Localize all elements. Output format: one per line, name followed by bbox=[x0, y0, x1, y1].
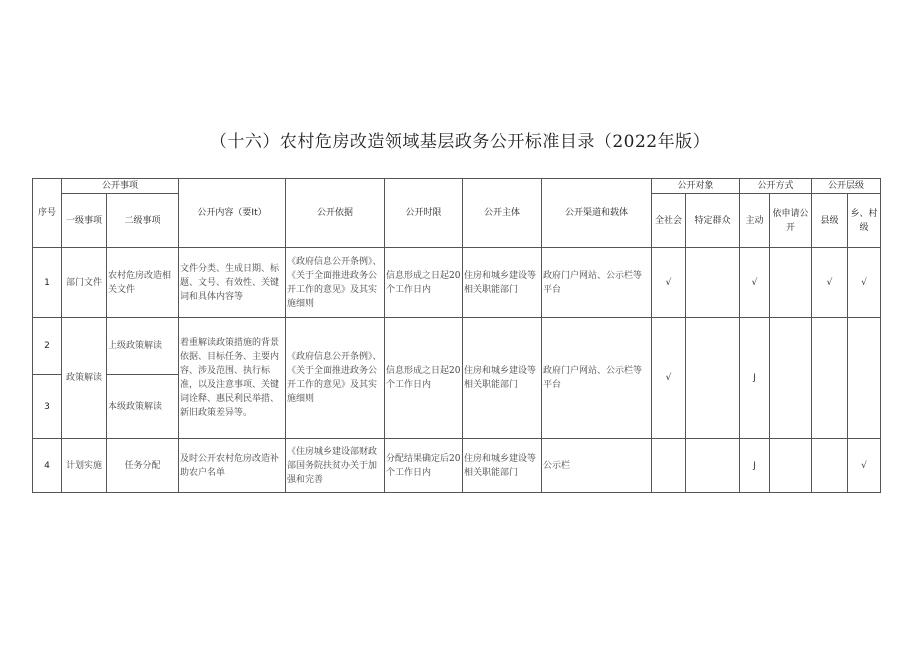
cell-seq: 1 bbox=[33, 248, 62, 318]
cell-level-county: √ bbox=[812, 248, 848, 318]
header-basis: 公开依据 bbox=[286, 179, 385, 248]
cell-level1-merged: 政策解读 bbox=[62, 318, 107, 439]
header-level-township: 乡、村级 bbox=[848, 194, 881, 248]
cell-level-township bbox=[848, 318, 881, 439]
cell-subject: 住房和城乡建设等相关职能部门 bbox=[463, 248, 542, 318]
header-content: 公开内容（要It） bbox=[179, 179, 286, 248]
header-channel: 公开渠道和载体 bbox=[542, 179, 652, 248]
cell-content: 文件分类、生成日期、标题、文号、有效性、关键词和具体内容等 bbox=[179, 248, 286, 318]
cell-level1: 部门文件 bbox=[62, 248, 107, 318]
cell-level-township: √ bbox=[848, 248, 881, 318]
cell-target-all: √ bbox=[652, 248, 686, 318]
cell-basis: 《住房城乡建设部财政部国务院扶贫办关于加强和完善 bbox=[286, 439, 385, 493]
cell-level1: 计划实施 bbox=[62, 439, 107, 493]
cell-method-request bbox=[770, 439, 812, 493]
cell-target-all: √ bbox=[652, 318, 686, 439]
cell-seq: 3 bbox=[33, 375, 62, 439]
header-level2: 二级事项 bbox=[107, 194, 179, 248]
cell-channel: 公示栏 bbox=[542, 439, 652, 493]
cell-channel: 政府门户网站、公示栏等平台 bbox=[542, 248, 652, 318]
header-target-all: 全社会 bbox=[652, 194, 686, 248]
cell-content: 及时公开农村危房改造补助农户名单 bbox=[179, 439, 286, 493]
cell-level2: 本级政策解读 bbox=[107, 375, 179, 439]
header-method-request: 依申请公开 bbox=[770, 194, 812, 248]
cell-seq: 2 bbox=[33, 318, 62, 375]
header-level1: 一级事项 bbox=[62, 194, 107, 248]
cell-time: 信息形成之日起20个工作日内 bbox=[385, 248, 463, 318]
cell-content: 着重解读政策措施的背景依据、目标任务、主要内容、涉及范围、执行标准，以及注意事项、关键词诠释、惠民利民举措、新旧政策差异等。 bbox=[179, 318, 286, 439]
cell-target-specific bbox=[686, 318, 740, 439]
standard-catalog-table bbox=[32, 178, 881, 493]
cell-seq: 4 bbox=[33, 439, 62, 493]
cell-level2: 农村危房改造相关文件 bbox=[107, 248, 179, 318]
cell-level-county bbox=[812, 318, 848, 439]
page-title: （十六）农村危房改造领域基层政务公开标准目录（2022年版） bbox=[209, 132, 711, 152]
header-seq: 序号 bbox=[33, 179, 62, 248]
cell-level-township: √ bbox=[848, 439, 881, 493]
cell-basis: 《政府信息公开条例》、《关于全面推进政务公开工作的意见》及其实施细则 bbox=[286, 318, 385, 439]
header-row-1 bbox=[33, 179, 881, 194]
cell-level-county bbox=[812, 439, 848, 493]
cell-method-request bbox=[770, 318, 812, 439]
header-method-group: 公开方式 bbox=[740, 179, 812, 194]
header-target-specific: 特定群众 bbox=[686, 194, 740, 248]
cell-target-specific bbox=[686, 248, 740, 318]
cell-subject: 住房和城乡建设等相关职能部门 bbox=[463, 318, 542, 439]
table-row bbox=[33, 248, 881, 318]
cell-time: 分配结果确定后20个工作日内 bbox=[385, 439, 463, 493]
table-row bbox=[33, 318, 881, 375]
cell-target-all bbox=[652, 439, 686, 493]
header-level-county: 县级 bbox=[812, 194, 848, 248]
cell-channel: 政府门户网站、公示栏等平台 bbox=[542, 318, 652, 439]
header-time: 公开时限 bbox=[385, 179, 463, 248]
cell-method-request bbox=[770, 248, 812, 318]
header-target-group: 公开对象 bbox=[652, 179, 740, 194]
cell-subject: 住房和城乡建设等相关职能部门 bbox=[463, 439, 542, 493]
cell-level2: 上级政策解读 bbox=[107, 318, 179, 375]
cell-method-active: √ bbox=[740, 248, 770, 318]
header-level-group: 公开层级 bbox=[812, 179, 881, 194]
cell-basis: 《政府信息公开条例》、《关于全面推进政务公开工作的意见》及其实施细则 bbox=[286, 248, 385, 318]
cell-method-active: J bbox=[740, 439, 770, 493]
cell-level2: 任务分配 bbox=[107, 439, 179, 493]
header-method-active: 主动 bbox=[740, 194, 770, 248]
cell-time: 信息形成之日起20个工作日内 bbox=[385, 318, 463, 439]
cell-method-active: J bbox=[740, 318, 770, 439]
cell-target-specific bbox=[686, 439, 740, 493]
header-item-group: 公开事项 bbox=[62, 179, 179, 194]
table-row bbox=[33, 439, 881, 493]
header-subject: 公开主体 bbox=[463, 179, 542, 248]
